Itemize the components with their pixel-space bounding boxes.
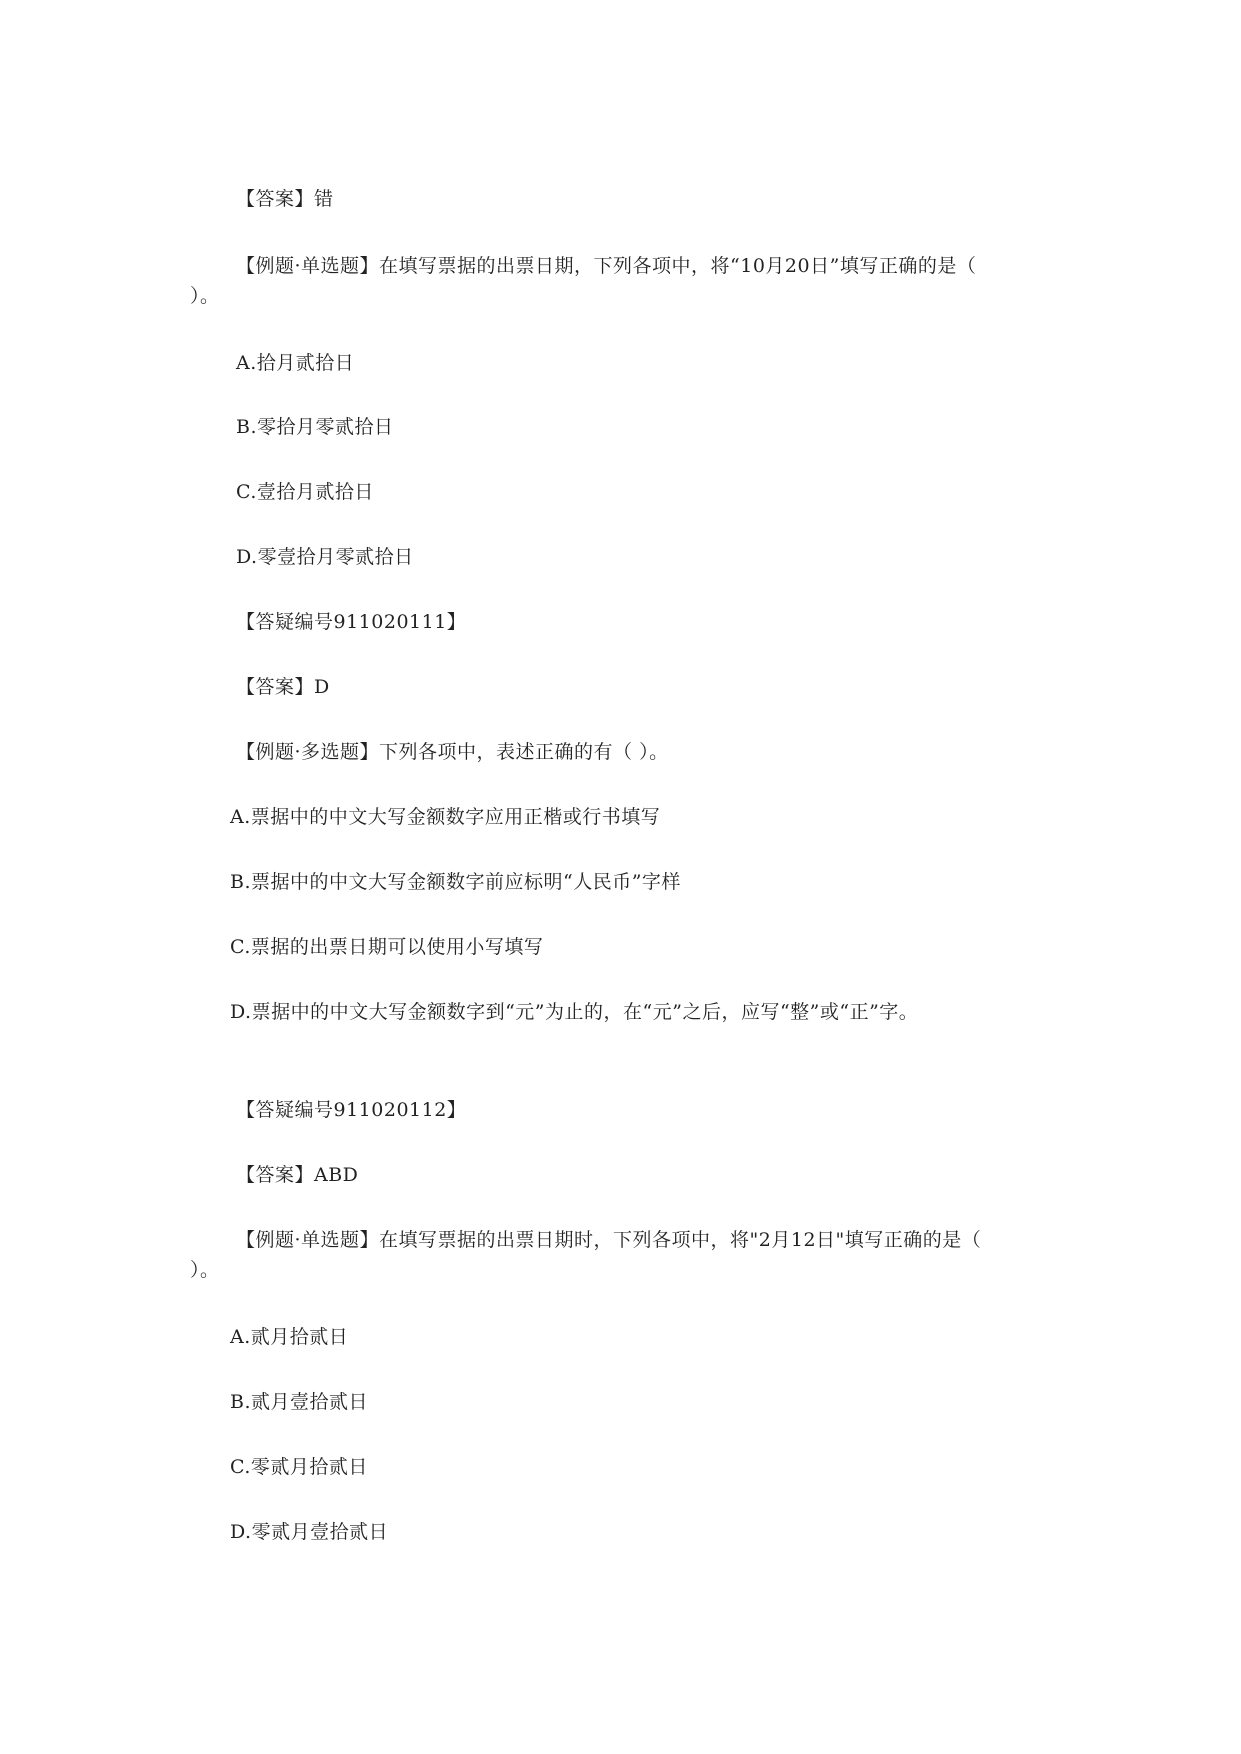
question-2-stem: 【例题·多选题】下列各项中，表述正确的有（ ）。 <box>236 741 669 763</box>
question-2-answer: 【答案】ABD <box>236 1164 359 1186</box>
question-3-option-b: B.贰月壹拾贰日 <box>230 1391 369 1413</box>
question-2-option-c: C.票据的出票日期可以使用小写填写 <box>230 936 544 958</box>
question-3-option-c: C.零贰月拾贰日 <box>230 1456 368 1478</box>
question-1-option-d: D.零壹拾月零贰拾日 <box>236 546 414 568</box>
question-1-answer: 【答案】D <box>236 676 330 698</box>
question-3-option-a: A.贰月拾贰日 <box>230 1326 349 1348</box>
question-2-option-b: B.票据中的中文大写金额数字前应标明“人民币”字样 <box>230 871 681 893</box>
question-3-stem: 【例题·单选题】在填写票据的出票日期时，下列各项中，将"2月12日"填写正确的是（ <box>236 1229 982 1251</box>
question-2-qa-id: 【答疑编号911020112】 <box>236 1099 467 1121</box>
question-1-option-a: A.拾月贰拾日 <box>236 352 355 374</box>
question-3-option-d: D.零贰月壹拾贰日 <box>230 1521 389 1543</box>
question-1-option-b: B.零拾月零贰拾日 <box>236 416 394 438</box>
question-2-option-a: A.票据中的中文大写金额数字应用正楷或行书填写 <box>230 806 661 828</box>
answer-1: 【答案】错 <box>236 188 334 210</box>
question-1-option-c: C.壹拾月贰拾日 <box>236 481 374 503</box>
question-1-stem: 【例题·单选题】在填写票据的出票日期，下列各项中，将“10月20日”填写正确的是（ <box>236 255 977 277</box>
question-3-stem-cont: ）。 <box>190 1259 220 1281</box>
question-1-qa-id: 【答疑编号911020111】 <box>236 611 467 633</box>
question-1-stem-cont: ）。 <box>190 285 220 307</box>
question-2-option-d: D.票据中的中文大写金额数字到“元”为止的，在“元”之后，应写“整”或“正”字。 <box>230 1001 919 1023</box>
